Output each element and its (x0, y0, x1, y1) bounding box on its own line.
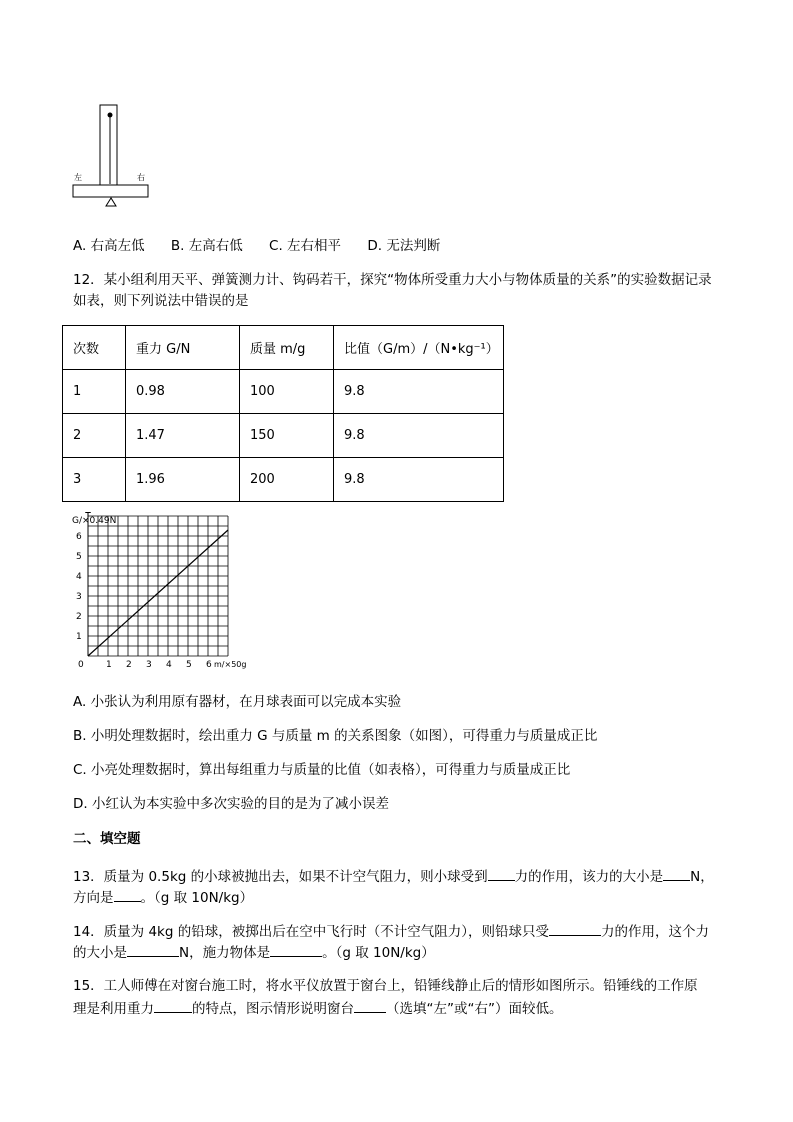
x-tick-label: 4 (166, 660, 172, 670)
y-tick-label: 6 (76, 532, 82, 542)
q12-stem-line1: 12．某小组利用天平、弹簧测力计、钩码若干，探究“物体所受重力大小与物体质量的关系”的实验数据记录 (73, 272, 712, 288)
q12-option-b: B. 小明处理数据时，绘出重力 G 与质量 m 的关系图象（如图），可得重力与质量成正比 (73, 728, 598, 744)
answer-blank[interactable] (154, 998, 192, 1013)
q12-option-d: D. 小红认为本实验中多次实验的目的是为了减小误差 (73, 796, 389, 812)
x-tick-label: 1 (106, 660, 112, 670)
table-cell: 0.98 (126, 370, 240, 414)
q14-text-a: 14．质量为 4kg 的铅球，被掷出后在空中飞行时（不计空气阻力），则铅球只受 (73, 924, 549, 940)
level-base (73, 185, 148, 197)
table-cell: 100 (240, 370, 334, 414)
table-cell: 1.47 (126, 414, 240, 458)
section-heading: 二、填空题 (73, 831, 141, 847)
x-tick-label: 6 (206, 660, 212, 670)
q14-text-e: 。（g 取 10N/kg） (322, 945, 435, 961)
q15-text-b: 的特点，图示情形说明窗台 (192, 1001, 354, 1017)
q13-text-a: 13．质量为 0.5kg 的小球被抛出去，如果不计空气阻力，则小球受到 (73, 869, 488, 885)
x-tick-label: 2 (126, 660, 132, 670)
option-d: D. 无法判断 (367, 238, 441, 254)
answer-blank[interactable] (114, 887, 141, 902)
option-a: A. 右高左低 (73, 238, 145, 254)
table-cell: 150 (240, 414, 334, 458)
q11-options (73, 237, 462, 255)
fulcrum (106, 198, 116, 206)
option-b: B. 左高右低 (170, 238, 243, 254)
table-cell: 9.8 (334, 370, 504, 414)
x-tick-label: 5 (186, 660, 192, 670)
y-axis-label: G/×0.49N (72, 516, 117, 526)
table-header: 质量 m/g (240, 326, 334, 370)
option-c: C. 左右相平 (269, 238, 342, 254)
x-axis-label: m/×50g (214, 660, 247, 669)
y-tick-label: 5 (76, 552, 82, 562)
answer-blank[interactable] (354, 998, 386, 1013)
q12-option-c: C. 小亮处理数据时，算出每组重力与质量的比值（如表格），可得重力与质量成正比 (73, 762, 571, 778)
q14-line1 (73, 921, 709, 941)
y-tick-label: 1 (76, 632, 82, 642)
q14-text-b: 力的作用，这个力 (601, 924, 709, 940)
q13-text-b: 力的作用，该力的大小是 (514, 869, 664, 885)
y-tick-label: 3 (76, 592, 82, 602)
table-header: 重力 G/N (126, 326, 240, 370)
q15-line2 (73, 998, 562, 1018)
q12-option-a: A. 小张认为利用原有器材，在月球表面可以完成本实验 (73, 694, 402, 710)
answer-blank[interactable] (549, 921, 601, 936)
q12-stem-line2: 如表，则下列说法中错误的是 (73, 293, 249, 309)
table-cell: 2 (63, 414, 126, 458)
y-tick-label: 4 (76, 572, 82, 582)
table-row (63, 370, 504, 414)
left-label: 左 (74, 173, 82, 182)
x-tick-label: 3 (146, 660, 152, 670)
table-cell: 1 (63, 370, 126, 414)
answer-blank[interactable] (270, 942, 322, 957)
q13-text-d: 方向是 (73, 890, 114, 906)
q13-text-c: N， (690, 869, 714, 885)
q13-line1 (73, 866, 714, 886)
q15-text-c: （选填“左”或“右”）面较低。 (386, 1001, 563, 1017)
y-axis-arrow (85, 512, 91, 513)
x-tick-label: 0 (78, 660, 84, 670)
data-table (62, 325, 504, 502)
table-cell: 9.8 (334, 458, 504, 502)
q14-text-c: 的大小是 (73, 945, 127, 961)
table-cell: 200 (240, 458, 334, 502)
answer-blank[interactable] (488, 866, 515, 881)
table-header-row (63, 326, 504, 370)
answer-blank[interactable] (663, 866, 690, 881)
g-m-graph (58, 512, 248, 674)
level-figure (70, 100, 160, 215)
plumb-pivot (108, 113, 113, 118)
y-tick-label: 2 (76, 612, 82, 622)
answer-blank[interactable] (127, 942, 179, 957)
q14-line2 (73, 942, 435, 962)
q13-text-e: 。（g 取 10N/kg） (140, 890, 254, 906)
q13-line2 (73, 887, 253, 907)
right-label: 右 (137, 173, 145, 182)
q15-text-a: 理是利用重力 (73, 1001, 154, 1017)
table-cell: 1.96 (126, 458, 240, 502)
table-row (63, 414, 504, 458)
q15-line1: 15．工人师傅在对窗台施工时，将水平仪放置于窗台上，铅锤线静止后的情形如图所示。铅锤线的工作原 (73, 978, 698, 994)
table-cell: 3 (63, 458, 126, 502)
table-header: 次数 (63, 326, 126, 370)
q14-text-d: N，施力物体是 (179, 945, 271, 961)
table-row (63, 458, 504, 502)
table-cell: 9.8 (334, 414, 504, 458)
table-header: 比值（G/m）/（N•kg⁻¹） (334, 326, 504, 370)
